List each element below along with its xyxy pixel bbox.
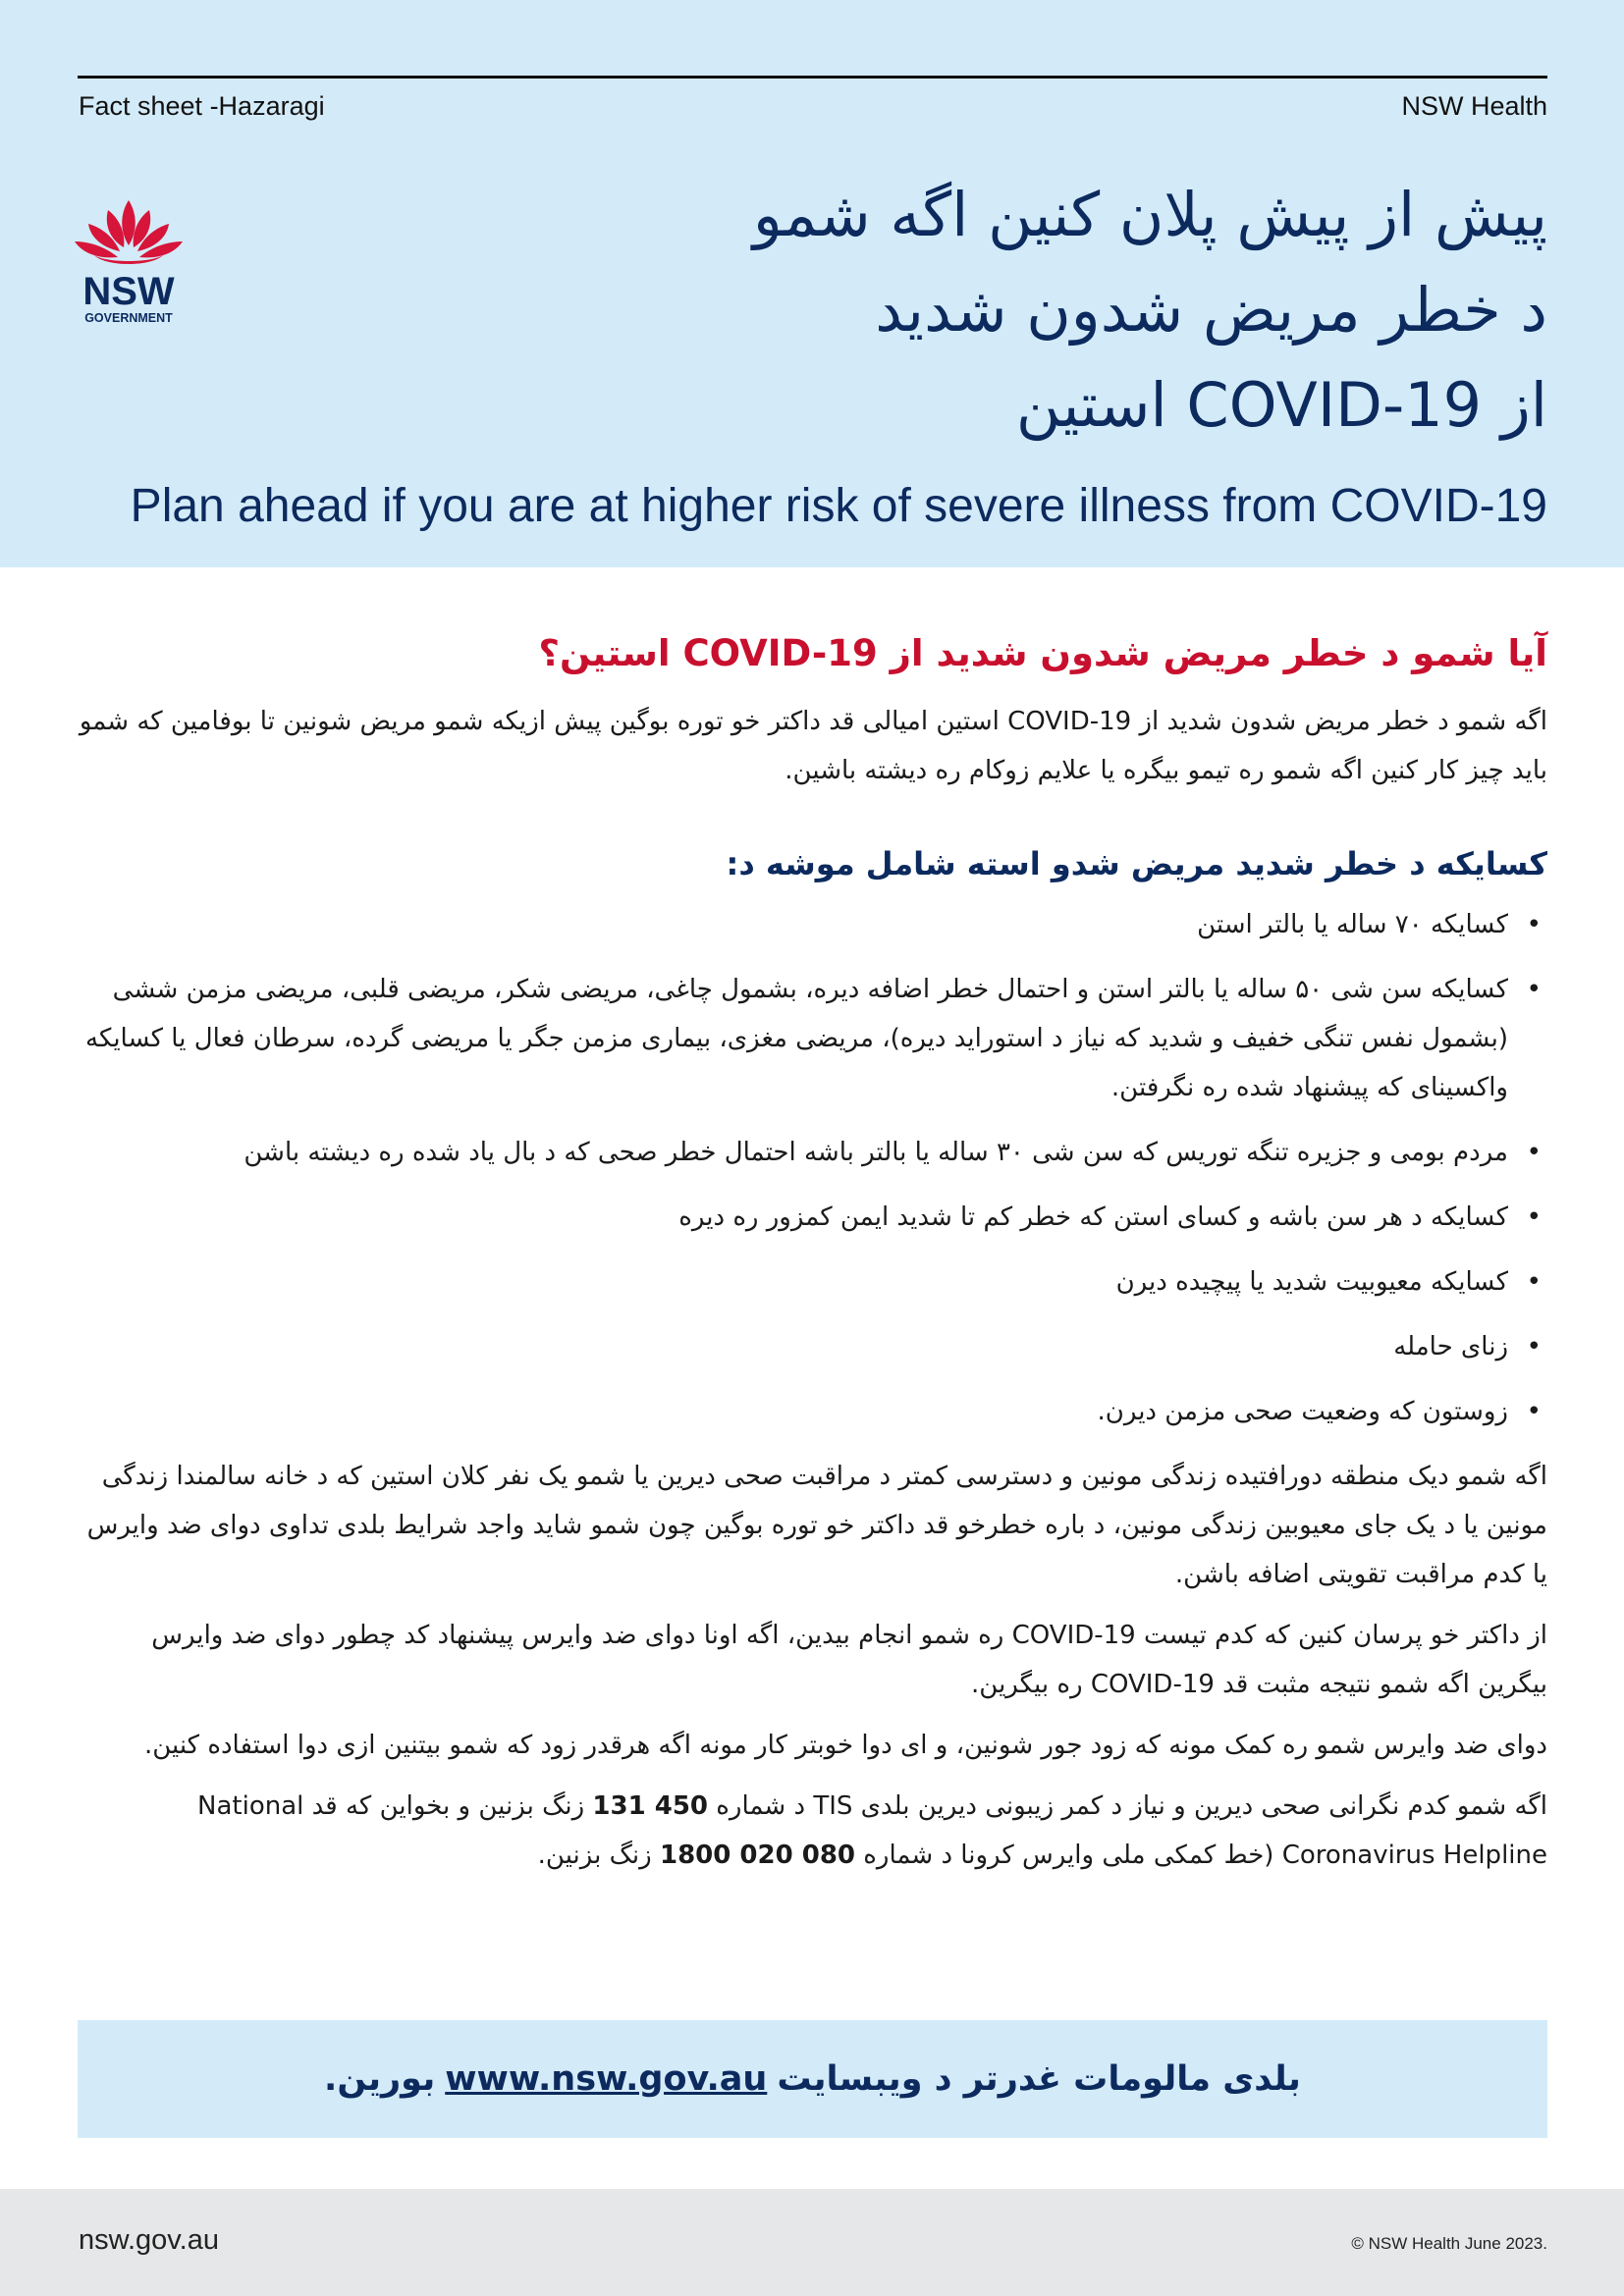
list-item: • کسایکه سن شی ۵۰ ساله یا بالتر استن و احتمال خطر اضافه دیره، بشمول چاغی، مریضی شکر، مریضی قلبی، مریضی مزمن ششی (بشمول نفس تنگی خفیف و شدید که نیاز د استوراید دیره)، مریضی مغزی، بیماری مزمن جگر یا مریضی گرده، سرطان فعال یا کسایکه واکسینای که پیشنهاد شده ره نگرفتن.	[78, 965, 1547, 1112]
title-line: پیش از پیش پلان کنین اگه شمو	[752, 179, 1547, 250]
cta-text: بورین.	[324, 2059, 436, 2099]
tis-phone-number[interactable]: 131 450	[592, 1790, 709, 1821]
footer-copyright: © NSW Health June 2023.	[1351, 2234, 1547, 2253]
more-info-banner	[78, 2020, 1547, 2138]
help-text: (خط کمکی ملی وایرس کرونا د شماره	[863, 1840, 1274, 1870]
help-text: زنگ بزنین و بخواین که قد	[311, 1790, 585, 1821]
cta-text: بلدی مالومات غدرتر د ویبسایت	[777, 2059, 1301, 2099]
list-item: • زنای حامله	[78, 1322, 1547, 1371]
page-title-english: Plan ahead if you are at higher risk of severe illness from COVID-19	[130, 480, 1547, 532]
helpline-phone-number[interactable]: 1800 020 080	[659, 1840, 855, 1870]
rural-aged-care-paragraph: اگه شمو دیک منطقه دورافتیده زندگی مونین و دسترسی کمتر د مراقبت صحی دیرین یا شمو یک نفر کلان استین که د خانه سالمندا زندگی مونین یا د یک جای معیوبین زندگی مونین، د باره خطرخو قد داکتر خو توره بوگین چون شمو شاید واجد شرایط بلدی تداوی دوای ضد وایرس یا کدم مراقبت تقویتی اضافه باشن.	[86, 1461, 1547, 1589]
footer	[0, 2189, 1624, 2296]
main-content	[78, 609, 1547, 1892]
logo-wordmark: NSW	[82, 270, 175, 313]
logo-subtext: GOVERNMENT	[84, 311, 173, 325]
header-banner	[0, 0, 1624, 567]
testing-paragraph: از داکتر خو پرسان کنین که کدم تیست COVID-19 ره شمو انجام بیدین، اگه اونا دوای ضد وایرس پیشنهاد کد چطور دوای ضد وایرس بیگرین اگه شمو نتیجه مثبت قد COVID-19 ره بیگرین.	[151, 1620, 1547, 1699]
list-item: • کسایکه معیوبیت شدید یا پیچیده دیرن	[78, 1257, 1547, 1307]
heading-risk-question: آیا شمو د خطر مریض شدون شدید از COVID-19 استین؟	[538, 632, 1547, 674]
nsw-website-link[interactable]: www.nsw.gov.au	[445, 2059, 768, 2099]
footer-website[interactable]: nsw.gov.au	[79, 2224, 219, 2256]
list-item: • زوستون که وضعیت صحی مزمن دیرن.	[78, 1387, 1547, 1436]
title-line: د خطر مریض شدون شدید	[875, 274, 1547, 346]
intro-paragraph: اگه شمو د خطر مریض شدون شدید از COVID-19 استین امیالی قد داکتر خو توره بوگین پیش ازیکه شمو مریض شونین تا بوفامین که شمو باید چیز کار کنین اگه شمو ره تیمو بیگره یا علایم زوکام ره دیشته باشین.	[79, 706, 1547, 785]
fact-sheet-label: Fact sheet -Hazaragi	[79, 91, 325, 121]
help-text: زنگ بزنین.	[537, 1840, 652, 1870]
list-item: • مردم بومی و جزیره تنگه توریس که سن شی ۳۰ ساله یا بالتر باشه احتمال خطر صحی که د بال یاد شده ره دیشته باشن	[78, 1128, 1547, 1177]
title-line: از COVID-19 استین	[1015, 369, 1547, 441]
help-paragraph	[78, 1782, 1547, 1880]
org-label: NSW Health	[1401, 91, 1547, 121]
help-text: اگه شمو کدم نگرانی صحی دیرین و نیاز د کمر زیبونی دیرین بلدی TIS د شماره	[716, 1790, 1547, 1821]
nsw-waratah-logo-icon	[69, 192, 189, 330]
page-title-hazaragi	[467, 167, 1547, 453]
nsw-government-logo	[69, 192, 189, 330]
helpline-name: National Coronavirus Helpline	[197, 1790, 1547, 1870]
antiviral-paragraph: دوای ضد وایرس شمو ره کمک مونه که زود جور شونین، و ای دوا خوبتر کار مونه اگه هرقدر زود که شمو بیتنین ازی دوا استفاده کنین.	[143, 1730, 1547, 1760]
list-item: • کسایکه ۷۰ ساله یا بالتر استن	[78, 900, 1547, 949]
heading-higher-risk-groups: کسایکه د خطر شدید مریض شدو استه شامل موشه د:	[726, 844, 1547, 882]
risk-groups-list	[78, 900, 1547, 1436]
list-item: • کسایکه د هر سن باشه و کسای استن که خطر کم تا شدید ایمن کمزور ره دیره	[78, 1193, 1547, 1242]
top-rule	[78, 76, 1547, 79]
